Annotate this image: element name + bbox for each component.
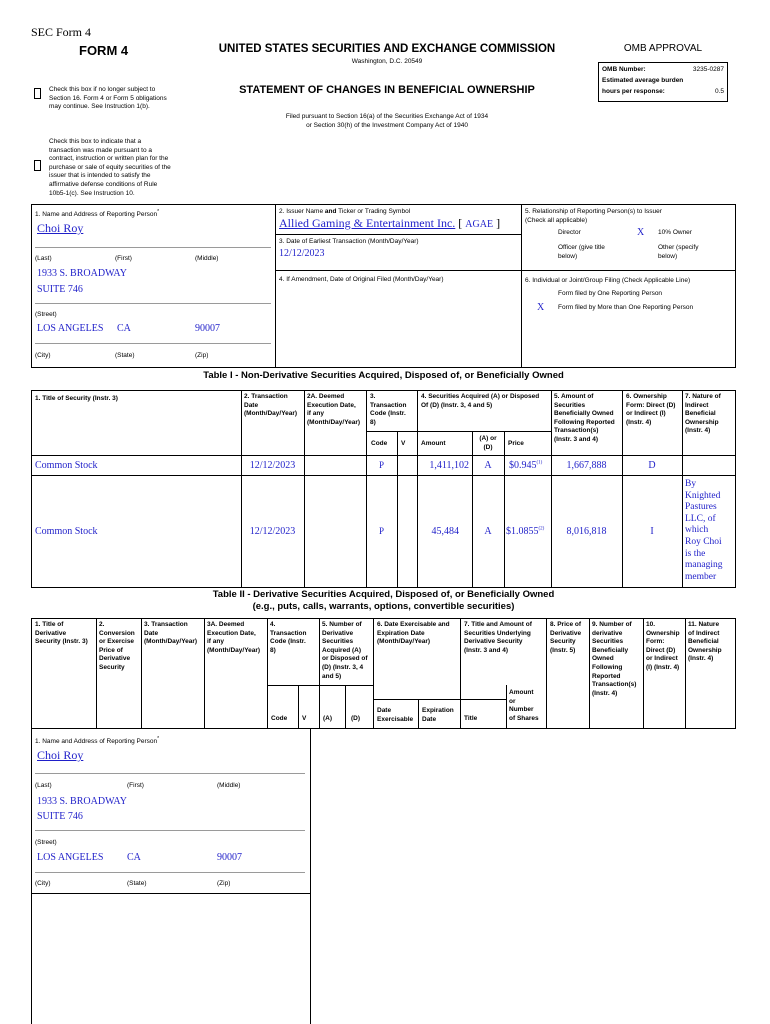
other-label: Other (specify below): [658, 244, 699, 260]
t1-col-deemed: 2A. Deemed Execution Date, if any (Month/Day/Year): [307, 393, 361, 426]
table1-title: Table I - Non-Derivative Securities Acquired, Disposed of, or Beneficially Owned: [203, 370, 564, 381]
box5-label-2: (Check all applicable): [525, 217, 588, 224]
omb-number-label: OMB Number:: [602, 66, 646, 73]
street-line-1: 1933 S. BROADWAY: [37, 268, 127, 279]
zip-label-2: (Zip): [217, 880, 231, 887]
street-line-1-2: 1933 S. BROADWAY: [37, 796, 127, 807]
t2-col-title: 1. Title of Derivative Security (Instr. 3): [35, 621, 88, 646]
t1-col-form: 6. Ownership Form: Direct (D) or Indirect (I) (Instr. 4): [626, 393, 676, 426]
t2-col-exercisable: 6. Date Exercisable and Expiration Date (Month/Day/Year): [377, 621, 450, 646]
filed-more-mark: X: [537, 302, 545, 313]
omb-title: OMB APPROVAL: [623, 43, 703, 54]
row1-form: D: [648, 460, 656, 471]
row2-date: 12/12/2023: [249, 526, 296, 537]
earliest-transaction-date: 12/12/2023: [279, 248, 325, 259]
box2-label: 2. Issuer Name and Ticker or Trading Symbol: [279, 208, 411, 215]
street-line-2: SUITE 746: [37, 284, 83, 295]
row2-ad: A: [484, 526, 492, 537]
row2-price-footnote: (2): [538, 526, 545, 532]
t2-sub-title: Title: [464, 715, 478, 722]
statement-title: STATEMENT OF CHANGES IN BENEFICIAL OWNERSHIP: [239, 84, 535, 96]
t2-col-number: 5. Number of Derivative Securities Acquired (A) or Disposed of (D) (Instr. 3, 4 and 5): [322, 621, 368, 680]
t2-col-price: 8. Price of Derivative Security (Instr. 5): [550, 621, 582, 654]
zip-value: 90007: [195, 323, 220, 334]
row1-code: P: [378, 460, 384, 470]
row1-amount: 1,411,102: [429, 460, 469, 471]
checkbox-10b5-1[interactable]: [34, 160, 41, 171]
first-label: (First): [115, 255, 132, 262]
box5-label-1: 5. Relationship of Reporting Person(s) to Issuer: [525, 208, 662, 215]
row2-owned: 8,016,818: [566, 526, 607, 537]
zip-label: (Zip): [195, 352, 209, 359]
state-label: (State): [115, 352, 135, 359]
agency-location: Washington, D.C. 20549: [351, 58, 423, 65]
t1-col-title: 1. Title of Security (Instr. 3): [35, 395, 118, 402]
t2-col-deemed: 3A. Deemed Execution Date, if any (Month/Day/Year): [207, 621, 261, 654]
t2-col-date: 3. Transaction Date (Month/Day/Year): [144, 621, 198, 646]
last-label: (Last): [35, 255, 52, 262]
t2-col-code: 4. Transaction Code (Instr. 8): [270, 621, 307, 654]
row2-security-title: Common Stock: [35, 526, 98, 537]
street-label: (Street): [35, 311, 57, 318]
t1-sub-price: Price: [508, 440, 524, 447]
row2-code: P: [378, 526, 384, 536]
doc-header: SEC Form 4: [31, 25, 92, 39]
checkbox-sec16[interactable]: [34, 88, 41, 99]
t2-col-underlying: 7. Title and Amount of Securities Underlying Derivative Security (Instr. 3 and 4): [464, 621, 532, 654]
t2-sub-d: (D): [351, 715, 361, 722]
row1-owned: 1,667,888: [566, 460, 607, 471]
t1-col-date: 2. Transaction Date (Month/Day/Year): [244, 393, 298, 418]
director-label: Director: [558, 229, 581, 236]
ten-percent-owner-label: 10% Owner: [658, 229, 692, 236]
filed-more-persons-label: Form filed by More than One Reporting Person: [558, 304, 694, 311]
t1-sub-amount: Amount: [421, 440, 446, 447]
last-label-2: (Last): [35, 782, 52, 789]
street-line-2-2: SUITE 746: [37, 811, 83, 822]
filed-one-person-label: Form filed by One Reporting Person: [558, 290, 663, 297]
issuer-name-link[interactable]: Allied Gaming & Entertainment Inc.: [279, 216, 456, 230]
issuer-line: Allied Gaming & Entertainment Inc. [ AGAE ]: [279, 216, 501, 230]
checkbox-10b5-1-label: Check this box to indicate that a transaction was made pursuant to a contract, instruction or written plan for the purchase or sale of equity securities of the issuer that is intended to satisfy the affirmative defense conditions of Rule 10b5-1(c). See Instruction 10.: [49, 138, 171, 197]
director-mark: X: [637, 227, 645, 238]
omb-burden-value: 0.5: [714, 88, 724, 95]
omb-burden-label-2: hours per response:: [602, 88, 665, 95]
t2-col-nature: 11. Nature of Indirect Beneficial Ownership (Instr. 4): [688, 621, 722, 663]
row2-amount: 45,484: [431, 526, 459, 537]
t1-col-code: 3. Transaction Code (Instr. 8): [370, 393, 407, 426]
omb-box: [598, 62, 728, 102]
agency-name: UNITED STATES SECURITIES AND EXCHANGE COMMISSION: [218, 43, 556, 55]
t2-sub-code: Code: [271, 715, 288, 722]
row2-nature: By Knighted Pastures LLC, of which Roy Choi is the managing member: [685, 479, 723, 582]
city-value-2: LOS ANGELES: [37, 852, 104, 863]
box1b-label: 1. Name and Address of Reporting Person*: [35, 736, 160, 746]
row2-form: I: [650, 526, 654, 537]
box1-label: 1. Name and Address of Reporting Person*: [35, 209, 160, 219]
row1-price: $0.945$^{(1)}$: [509, 460, 543, 471]
t2-sub-expiration: Expiration Date: [422, 707, 454, 723]
row1-ad: A: [484, 460, 492, 471]
reporting-person-name-link[interactable]: Choi Roy: [37, 221, 84, 235]
box6-label: 6. Individual or Joint/Group Filing (Check Applicable Line): [525, 277, 691, 284]
t1-sub-v: V: [401, 440, 406, 447]
filed-pursuant-1: Filed pursuant to Section 16(a) of the Securities Exchange Act of 1934: [285, 113, 489, 120]
state-label-2: (State): [127, 880, 147, 887]
row2-price: $1.0855$^{(2)}$: [506, 526, 545, 537]
state-value-2: CA: [127, 852, 141, 863]
t2-sub-v: V: [302, 715, 307, 722]
table2-subtitle: (e.g., puts, calls, warrants, options, convertible securities): [252, 601, 515, 612]
ticker-symbol: AGAE: [465, 219, 494, 230]
t1-col-owned: 5. Amount of Securities Beneficially Owned Following Reported Transaction(s) (Instr. 3 and 4): [554, 393, 615, 443]
form-label: FORM 4: [79, 43, 129, 58]
officer-label: Officer (give title below): [558, 244, 605, 260]
checkbox-sec16-label: Check this box if no longer subject to Section 16. Form 4 or Form 5 obligations may continue. See Instruction 1(b).: [49, 86, 167, 111]
box4-label: 4. If Amendment, Date of Original Filed (Month/Day/Year): [279, 276, 444, 283]
table2-title: Table II - Derivative Securities Acquired, Disposed of, or Beneficially Owned: [212, 589, 555, 600]
city-value: LOS ANGELES: [37, 323, 104, 334]
first-label-2: (First): [127, 782, 144, 789]
t1-sub-code: Code: [371, 440, 388, 447]
row1-date: 12/12/2023: [249, 460, 296, 471]
city-label-2: (City): [35, 880, 51, 887]
t2-col-owned: 9. Number of derivative Securities Beneficially Owned Following Reported Transaction(s) (Instr. 4): [592, 621, 637, 697]
reporting-person-2-name-link[interactable]: Choi Roy: [37, 748, 84, 762]
row1-security-title: Common Stock: [35, 460, 98, 471]
t2-sub-date-exercisable: Date Exercisable: [377, 707, 414, 723]
street-label-2: (Street): [35, 839, 57, 846]
t2-sub-amount: Amount or Number of Shares: [509, 689, 539, 722]
filed-pursuant-2: or Section 30(h) of the Investment Company Act of 1940: [306, 122, 468, 129]
t1-col-acquired: 4. Securities Acquired (A) or Disposed Of (D) (Instr. 3, 4 and 5): [421, 393, 540, 409]
zip-value-2: 90007: [217, 852, 242, 863]
t2-sub-a: (A): [323, 715, 333, 722]
t1-col-nature: 7. Nature of Indirect Beneficial Ownership (Instr. 4): [685, 393, 721, 435]
state-value: CA: [117, 323, 131, 334]
t2-col-conversion: 2. Conversion or Exercise Price of Derivative Security: [99, 621, 135, 671]
omb-number-value: 3235-0287: [692, 66, 724, 73]
middle-label-2: (Middle): [217, 782, 241, 789]
city-label: (City): [35, 352, 51, 359]
omb-burden-label-1: Estimated average burden: [602, 77, 684, 84]
t1-sub-ad: (A) or (D): [479, 435, 497, 451]
row1-price-footnote: (1): [536, 460, 543, 466]
t2-col-form: 10. Ownership Form: Direct (D) or Indirect (I) (Instr. 4): [646, 621, 680, 671]
box3-label: 3. Date of Earliest Transaction (Month/Day/Year): [279, 238, 419, 245]
middle-label: (Middle): [195, 255, 219, 262]
